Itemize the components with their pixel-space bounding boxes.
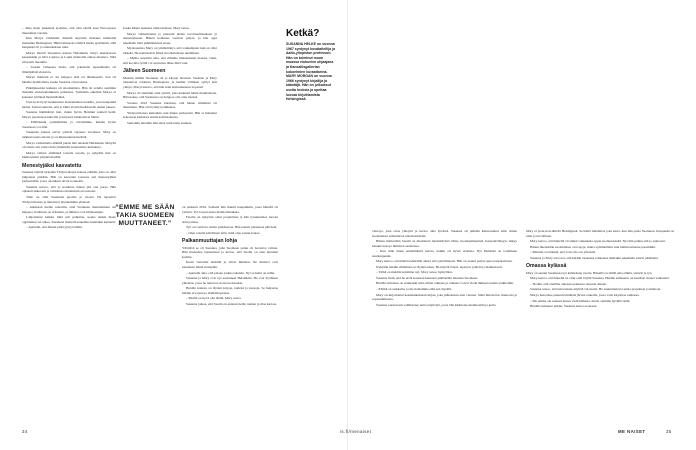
right-page-number: 35: [666, 429, 672, 434]
paragraph: Maryn mielestä ei ole helppoa elää eri lähialueella. Sen oli hänelle mahdollista, koska Susanna oli puolessa.: [22, 75, 116, 85]
paragraph: – Meillä on hyvä olla täällä, Mary sanoo.: [186, 296, 242, 301]
section-heading: Palkanmuuttajan lohja: [182, 238, 238, 245]
paragraph: Susanna jatkaa, että Suomi on antanut heille rauhan ja tilaa kasvaa.: [186, 301, 277, 306]
paragraph: – Ajattelin aina, että palaan joskus takaisin. Nyt se hetki on tullut.: [186, 270, 276, 275]
paragraph: Lahjoittanut kaikki, mitä tuli puhuttua, koska uuden maan oppiminen vei aikaa. Susannan mielestä kokemus kuitenkin kannatti.: [22, 215, 116, 224]
paragraph: – Meille sanottiin aina, että elämme tilaisuuksien maassa. Opin, että kovalla työllä voi saavuttaa lähes mitä vain.: [123, 56, 217, 65]
paragraph: Susanna kertoo, että jo koulussa hänen piti olla paras. Hän opiskeli ahkerasti ja valmistui erinomaisin arvosanoin.: [22, 184, 116, 194]
paragraph: Mary on asunut Suomessa nyt kahdeksan vuotta. Hänellä on täällä oma elämä, ystävät ja työ.: [526, 270, 653, 275]
paragraph: – Minulle on tärkeää, että voin olla osa yhteisöä.: [530, 250, 596, 255]
paragraph: – Olen todella kiitollinen siitä, mitä olen saanut kokea.: [186, 230, 261, 235]
paragraph: koska hänen naisensa niiden kanssa, Mary sanoo.: [123, 26, 191, 30]
paragraph: Marya haaveilee pienestä mökistä järven rannalla, jossa voisi kirjoittaa rauhassa.: [530, 292, 640, 297]
paragraph: Susanna sanoo, että tulevaisuus näyttää valoisalta. He suunnittelevat uusia projekteja ja matkoja.: [530, 287, 662, 292]
paragraph: Kesät vietettiin mökillä ja talvet hiihtäen. Ne muistot ovat kantaneet häntä eteenpäin.: [182, 260, 278, 269]
paragraph: Hänen mielestään suomalaiset ovat ujoja, mutta sydämellisiä, kun heihin tutustuu paremmin.: [530, 244, 656, 249]
paragraph: Marya muutti Susannan kanssa Helsinkiin, liittyi ekskursioon kaupunkiin ja kävi Lapissa ja Lapin matkoilla ennen muuttoa. Siitä tuli pieni maailma.: [22, 50, 116, 64]
paragraph: Samoihin aikoihin hän alkoi etsiä uutta suuntaa.: [127, 120, 193, 125]
paragraph: – Tämä on meidän kotimme nyt, Mary sanoo hymyillen.: [376, 270, 453, 275]
magazine-label: [618, 429, 646, 434]
right-column-1: [372, 229, 517, 308]
paragraph: – Tiedän, että olemme oikeassa paikassa oikeaan aikaan.: [530, 281, 607, 286]
sidebar-title: Ketkä?: [286, 28, 320, 39]
paragraph: Heidän tarinansa jatkuu, Susanna kertoo nauraen.: [530, 304, 598, 309]
paragraph: Heidän tarinansa on esimerkki siitä, miten rakkaus ja rohkeus voivat viedä ihmisen uusiin paikkoihin.: [376, 281, 514, 286]
paragraph: Susanna täyttää nykyään Yhdysvaltojen kanssa elämää, joka on ollut kuljetusta pitkään. Hän on kasvanut lapsesta asti menestyjäksi perheessään, jossa odotukset olivat korkealla.: [22, 170, 116, 184]
paragraph: Ferella on nykyisin omat projektinsa ja hän työskentelee luovan alan parissa.: [182, 215, 278, 224]
paragraph: Yllättävä se oli Susanna, jolle Suomeen paluu oli luonteva valinta. Hän muistelee lapsuuttaan ja kertoo, että Suomi on aina tuntunut kodilta.: [182, 245, 278, 259]
paragraph: Mary kertoo, että hänellä on ollut onni löytää Susanna. Heidän suhteensa on kestänyt monet vaikeudet.: [530, 276, 670, 281]
paragraph: Vuonna 2010 Susanna huomasi, että hänen elämänsä oli muuttunut. Hän oli löytänyt paikkansa.: [123, 100, 217, 110]
paragraph: Susanna hämmästyi heti, miten hyvin Helsinki kohteli heitä. Maryn puolestaan kahvilat ja kirjastot kiinnostivat häntä.: [22, 110, 116, 119]
section-heading: Omassa kylässä: [526, 263, 567, 270]
paragraph: Hänen mielestään Suomi on muuttunut merkittävästi viime vuosikymmeninä. Kansainvälisyys näkyy katukuvassa ja ihmisten asenteissa.: [372, 239, 517, 248]
paragraph: Susanna puolestaan valmistelee uutta näyttelyä, jossa hän käsittelee identiteettiä ja kotia.: [376, 302, 497, 307]
left-column-3: [182, 205, 278, 307]
paragraph: Susanna ja Mary ovat nyt asettuneet Helsinkiin. He ovat löytäneet yhteisön, jossa he tuntevat olonsa kotoisaksi.: [182, 276, 278, 285]
paragraph: on palkattu 2016. Samalla hän muutti kaupunkiin, jossa hänellä oli ystäviä. Työ tarjosi uusia mahdollisuuksia.: [182, 205, 278, 214]
paragraph: Yhdysvalloissa kuitenkin asui hänen perheensä. Hän ei halunnut kokonaan katkaista siteitä kotimaahansa.: [123, 110, 217, 120]
sidebar-box: [286, 28, 336, 102]
paragraph: Marya oli aiemmin ollut ystävä, joka kannusti häntä muuttamaan. Hän kokee, että Suomessa on helppoa olla oma itsensä.: [123, 90, 217, 100]
paragraph: – Ajattelin, että minun pitää pystyä tähän.: [26, 225, 83, 230]
paragraph: Mustiin sälmin Suomeen oli jo käynyt monesti. Susanna ja Mary tutustuivat toisiinsa Helsingissä, ja heidän välilleen syntyi heti yhteys. Marya kertoo, että hän koki kotiutuneensa nopeasti.: [123, 75, 217, 89]
right-page: [340, 0, 696, 450]
paragraph: – Aika moni jenkeissä ajattelee, että olisi siistiä asua Euroopassa muutaman vuoden.: [22, 26, 116, 35]
paragraph: Mary kertoo, että häntä kohdeltiin alusta asti ystävällisesti. Hän on saanut paljon apua naapureiltaan.: [376, 259, 513, 264]
paragraph: vahvoja, joka ottaa yhteyttä ja kertoo aina hyvästä. Susanna oli pitkään kiinnostunut siitä, miten suomalaiset suhtautuvat ulkomaalaisiin.: [372, 229, 517, 238]
paragraph: – Aikanaan meille sanottiin, ettei Suomeen muuttaminen ole helppoa. Kulttuuri on erilainen, ja ihmiset ovat hiljaisempia.: [22, 205, 116, 214]
paragraph: Susanna lisää, että he eivät koskaan katuneet päätöstään muuttaa Suomeen.: [376, 275, 478, 280]
paragraph: Mary on kirjoittanut kokemuksistaan kirjan, joka julkaistaan ensi vuonna. Siinä hän kertoo muutosta ja sopeutumisesta.: [372, 292, 517, 302]
section-heading: Jälleen Suomeen: [123, 68, 166, 75]
site-url: is.fi/menaiset: [340, 429, 372, 434]
paragraph: Timo on ollut Susannan puoliso jo vuosia. He tapasivat Yhdysvalloissa ja muuttivat myöhemmin yhdessä.: [22, 195, 116, 204]
right-column-2: [526, 229, 674, 310]
paragraph: Susanna ja Mary toivovat, että heidän tarinansa rohkaisee muitakin tekemään suuria päätöksiä.: [530, 255, 659, 260]
magazine-name: ME NAISET: [618, 429, 646, 434]
left-column-1: [22, 26, 116, 231]
paragraph: Työ on vaativaa, mutta palkitsevaa. Hän nauttii jokaisesta päivästä.: [186, 225, 277, 230]
paragraph: – Jossain vaiheessa tiesin, että jokaisella tapaamisella oli ilmiömäisiä elokuvia.: [22, 65, 116, 74]
section-heading: Menestyjäksi kasvatettu: [22, 162, 82, 169]
paragraph: Mary kertoo, että hänellä oli aluksi vaikeuksia oppia suomen kieltä. Nyt hän puhuu sitä jo sujuvasti.: [530, 239, 666, 244]
paragraph: Marya vaihtoi elämänsä toiselle tasolle, ja nykyään hän on kiinnostunut ympäristöstään.: [22, 150, 116, 160]
paragraph: Marya valmentautui jo pienestä pitäen tavoitteellisuuteen ja menestykseen. Hänen koulunsa vaativat paljon, ja hän oppi tekemään töitä päämääriensä eteen.: [123, 31, 217, 45]
paragraph: Uusi koti löytyi keskustasta Kaisaniemen nurkilta, jossa kaupunki heräsi. Tuntui suurelta, että jo lähtö aloitti merkitsevän uuden jakson.: [22, 100, 116, 109]
paragraph: – Elämä on seikkailu, ja me haluamme elää sen täysillä.: [376, 287, 452, 292]
paragraph: Marya vaihtamalla elämää palasi hän takaisin Helsinkiin. Marylla oli alusta asti vahva halu ymmärtää suomalaista kulttuuria.: [22, 140, 116, 150]
paragraph: – Me emme ole saaneet kokea vielä kaikkea, mutta olemme hyvällä tiellä.: [530, 298, 631, 303]
paragraph: Mary ei pode koti-ikävää Helsingissä. Se häntä ilahduttaa joka kerta, kun hän palaa Suomeen. Kaupunki on tuttu ja turvallinen.: [526, 229, 674, 238]
paragraph: Susannan kanssa saivat ystäviä vajaassa vuodessa. Mary on tutkinut uusia asioita ja on kiinnostunut kielistä.: [22, 130, 116, 140]
paragraph: – Elämässäni opiskelimme ja oivalsimme, kuinka hyvin Suomessa voi elää.: [22, 120, 116, 129]
paragraph: Heidän kotinsa on täynnä kirjoja, taidetta ja kasveja. Se heijastaa heidän arvojaan ja elämäntapaansa.: [182, 286, 278, 295]
pull-quote: “EMME ME SÄÄN TAKIA SUOMEEN MUUTTANEET.”: [115, 204, 175, 227]
paragraph: Pitkäjaksoisin kaikista oli sitoutumista. Hän oli todella aiemmin mainittu elokuvahankkeen puitteissa. Samoihin aikoihin Marya ei kokenut työtänsä merkittäväksi.: [22, 85, 116, 99]
paragraph: Kun Marya valmisteli, häneltä tarjottiin tilaisuus isännöidä maisemia Helsingissä. Häntä kiinnosti tehtävä ilman epäröintiä, sillä kaupunki oli jo entuudestaan tuttu.: [22, 36, 116, 50]
left-column-2: [123, 26, 217, 126]
left-page-number: 34: [22, 429, 28, 434]
paragraph: – Kun tulin tänne ensimmäistä kertaa, kaikki oli hyvin erilaista. Nyt Helsinki on todellinen suurkaupunki.: [372, 249, 517, 258]
paragraph: Nykyään heidän elämänsä on täynnä arkea. He käyvät töissä, tapaavat ystäviä ja matkustavat.: [376, 264, 503, 269]
paragraph: Mydeonnista Mary on ymmärtänyt, että vanhempien tuki on ollut tärkeää. He kannustivat häntä tavoittelemaan unelmiaan.: [123, 46, 217, 55]
sidebar-body: SUSANNA HELKE on vuonna 1967 syntynyt kuvataiteilija ja Aalto-yliopiston professori. Hän on toiminut muun muassa elokuvien ohjaajana ja Kansallisgallerian kokoelmien kuraattorina. MARY MORGAN on vuonna 1966 syntynyt kirjailija ja kääntäjä. Hän on julkaissut useita teoksia ja opettaa luovaa kirjoittamista Helsingissä.: [286, 42, 336, 102]
